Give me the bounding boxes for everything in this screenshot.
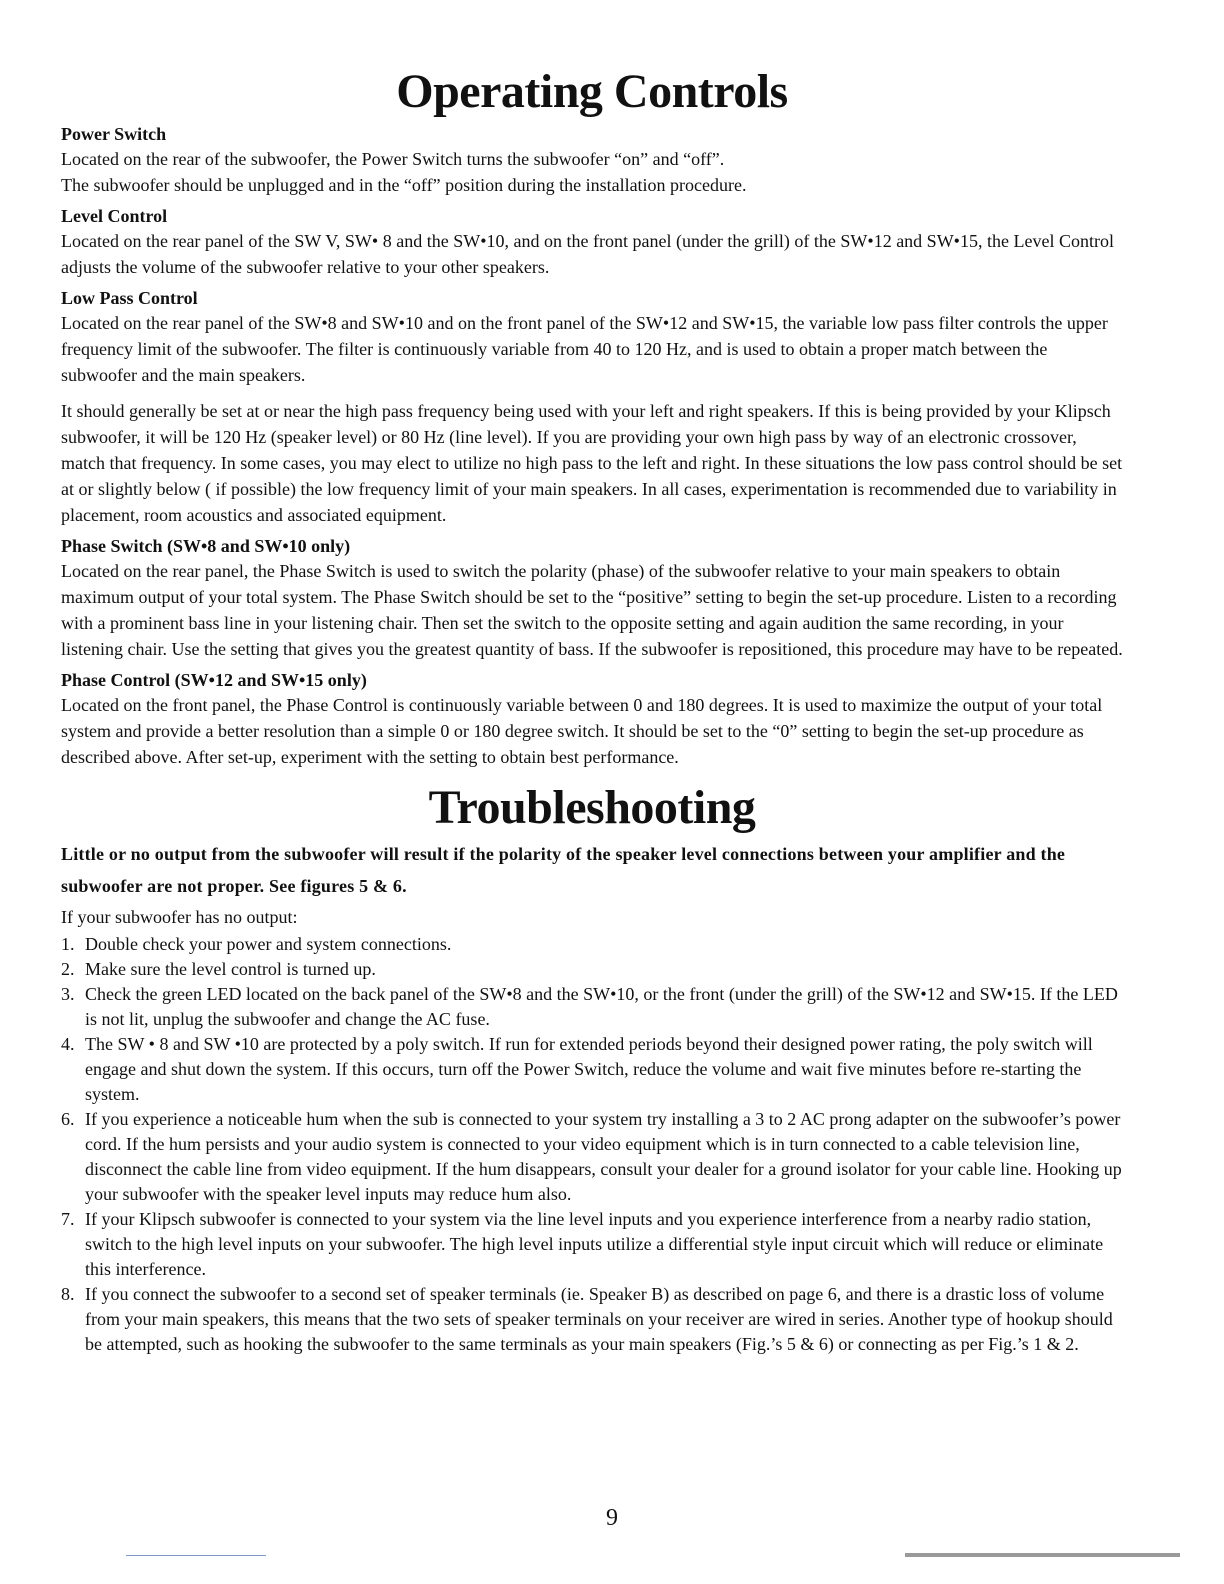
section-heading: Level Control <box>61 206 168 226</box>
list-item <box>61 1282 1123 1357</box>
item-number: 1. <box>61 934 75 954</box>
phase-switch-section <box>61 534 1123 662</box>
section-heading: Power Switch <box>61 124 167 144</box>
item-text: Check the green LED located on the back panel of the SW•8 and the SW•10, or the front (under the grill) of the SW•12 and SW•15. If the LED is not lit, unplug the subwoofer and change the AC fuse. <box>85 984 1118 1029</box>
item-text: Make sure the level control is turned up. <box>85 959 376 979</box>
section-heading: Phase Switch (SW•8 and SW•10 only) <box>61 536 351 556</box>
list-item <box>61 982 1123 1032</box>
bottom-right-rule <box>905 1553 1180 1557</box>
troubleshooting-list <box>61 932 1123 1357</box>
operating-controls-title: Operating Controls <box>396 65 788 118</box>
troubleshooting-intro: Little or no output from the subwoofer will result if the polarity of the speaker level connections between your amplifier and the subwoofer are not proper. See figures 5 & 6. <box>61 844 1066 896</box>
section-paragraph: Located on the rear panel of the SW V, SW• 8 and the SW•10, and on the front panel (under the grill) of the SW•12 and SW•15, the Level Control adjusts the volume of the subwoofer relative to your other speakers. <box>61 231 1114 277</box>
list-item <box>61 1107 1123 1207</box>
list-item <box>61 1032 1123 1107</box>
phase-control-section <box>61 668 1123 770</box>
item-text: The SW • 8 and SW •10 are protected by a poly switch. If run for extended periods beyond their designed power rating, the poly switch will engage and shut down the system. If this occurs, turn off the Power Switch, reduce the volume and wait five minutes before re-starting the system. <box>85 1034 1093 1104</box>
section-paragraph: Located on the front panel, the Phase Control is continuously variable between 0 and 180 degrees. It is used to maximize the output of your total system and provide a better resolution than a simple 0 or 180 degree switch. It should be set to the “0” setting to begin the set-up procedure as described above. After set-up, experiment with the setting to obtain best performance. <box>61 695 1103 767</box>
item-text: Double check your power and system connections. <box>85 934 452 954</box>
list-item <box>61 932 1123 957</box>
section-paragraph: Located on the rear of the subwoofer, the Power Switch turns the subwoofer “on” and “off”. The subwoofer should be unplugged and in the “off” position during the installation procedure. <box>61 149 747 195</box>
list-item <box>61 957 1123 982</box>
item-number: 2. <box>61 959 75 979</box>
level-control-section <box>61 204 1123 280</box>
item-number: 4. <box>61 1034 75 1054</box>
list-item <box>61 1207 1123 1282</box>
item-number: 6. <box>61 1109 75 1129</box>
troubleshooting-title: Troubleshooting <box>428 781 756 834</box>
item-text: If your Klipsch subwoofer is connected to your system via the line level inputs and you experience interference from a nearby radio station, switch to the high level inputs on your subwoofer. The high level inputs utilize a differential style input circuit which will reduce or eliminate this interference. <box>85 1209 1104 1279</box>
manual-page <box>61 62 1123 1357</box>
bottom-left-rule <box>126 1555 266 1556</box>
item-text: If you experience a noticeable hum when the sub is connected to your system try installing a 3 to 2 AC prong adapter on the subwoofer’s power cord. If the hum persists and your audio system is connected to your video equipment which is in turn connected to a cable television line, disconnect the cable line from video equipment. If the hum disappears, consult your dealer for a ground isolator for your cable line. Hooking up your subwoofer with the speaker level inputs may reduce hum also. <box>85 1109 1122 1204</box>
low-pass-control-section <box>61 286 1123 528</box>
power-switch-section <box>61 122 1123 198</box>
section-paragraph: Located on the rear panel of the SW•8 and SW•10 and on the front panel of the SW•12 and SW•15, the variable low pass filter controls the upper frequency limit of the subwoofer. The filter is continuously variable from 40 to 120 Hz, and is used to obtain a proper match between the subwoofer and the main speakers. <box>61 313 1108 385</box>
no-output-lead: If your subwoofer has no output: <box>61 907 298 927</box>
item-number: 8. <box>61 1284 75 1304</box>
section-paragraph: Located on the rear panel, the Phase Switch is used to switch the polarity (phase) of the subwoofer relative to your main speakers to obtain maximum output of your total system. The Phase Switch should be set to the “positive” setting to begin the set-up procedure. Listen to a recording with a prominent bass line in your listening chair. Then set the switch to the opposite setting and again audition the same recording, in your listening chair. Use the setting that gives you the greatest quantity of bass. If the subwoofer is repositioned, this procedure may have to be repeated. <box>61 561 1123 659</box>
section-heading: Low Pass Control <box>61 288 198 308</box>
section-heading: Phase Control (SW•12 and SW•15 only) <box>61 670 367 690</box>
item-number: 7. <box>61 1209 75 1229</box>
section-paragraph: It should generally be set at or near the high pass frequency being used with your left and right speakers. If this is being provided by your Klipsch subwoofer, it will be 120 Hz (speaker level) or 80 Hz (line level). If you are providing your own high pass by way of an electronic crossover, match that frequency. In some cases, you may elect to utilize no high pass to the left and right. In these situations the low pass control should be set at or slightly below ( if possible) the low frequency limit of your main speakers. In all cases, experimentation is recommended due to variability in placement, room acoustics and associated equipment. <box>61 401 1123 525</box>
item-number: 3. <box>61 984 75 1004</box>
item-text: If you connect the subwoofer to a second set of speaker terminals (ie. Speaker B) as described on page 6, and there is a drastic loss of volume from your main speakers, this means that the two sets of speaker terminals on your receiver are wired in series. Another type of hookup should be attempted, such as hooking the subwoofer to the same terminals as your main speakers (Fig.’s 5 & 6) or connecting as per Fig.’s 1 & 2. <box>85 1284 1113 1354</box>
page-number: 9 <box>606 1505 618 1531</box>
